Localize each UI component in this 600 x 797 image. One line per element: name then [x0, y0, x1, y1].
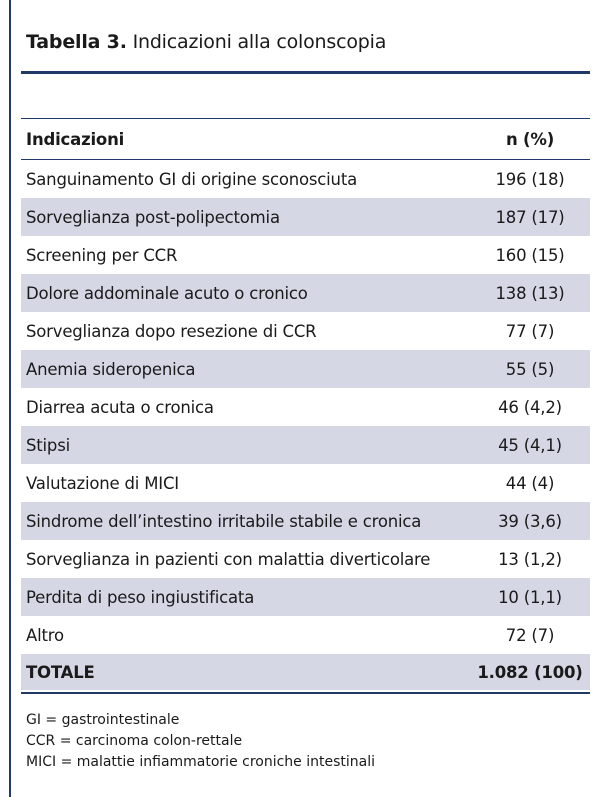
table-row: [21, 312, 590, 350]
table-row: [21, 350, 590, 388]
row-label: Diarrea acuta o cronica: [26, 397, 214, 417]
row-value: 44 (4): [505, 473, 555, 493]
row-value: 10 (1,1): [498, 587, 562, 607]
table-total-row: [21, 654, 590, 690]
row-label: Sorveglianza post-polipectomia: [26, 207, 280, 227]
left-border-rule: [9, 0, 11, 797]
row-value: 77 (7): [505, 321, 555, 341]
row-label: Dolore addominale acuto o cronico: [26, 283, 308, 303]
footnote: CCR = carcinoma colon-rettale: [26, 733, 243, 749]
row-value: 160 (15): [495, 245, 565, 265]
row-label: Sindrome dell’intestino irritabile stabile e cronica: [26, 511, 422, 531]
row-value: 13 (1,2): [498, 549, 562, 569]
row-value: 196 (18): [495, 169, 565, 189]
row-value: 46 (4,2): [498, 397, 562, 417]
table-row: [21, 502, 590, 540]
table-bottom-rule: [21, 692, 590, 694]
footnote: GI = gastrointestinale: [26, 712, 180, 728]
row-value: 138 (13): [495, 283, 565, 303]
footnotes: [26, 710, 375, 773]
table-row: [21, 160, 590, 198]
caption-divider: [21, 71, 590, 74]
table-row: [21, 616, 590, 654]
row-label: Stipsi: [26, 435, 70, 455]
header-n-percent: n (%): [505, 129, 555, 149]
table-row: [21, 540, 590, 578]
table-row: [21, 274, 590, 312]
row-value: 187 (17): [495, 207, 565, 227]
row-label: Perdita di peso ingiustificata: [26, 587, 255, 607]
row-value: 72 (7): [505, 625, 555, 645]
row-value: 45 (4,1): [498, 435, 562, 455]
table-caption: [26, 31, 386, 53]
indications-table: [21, 119, 590, 690]
total-label: TOTALE: [26, 662, 95, 682]
table-header-row: [21, 119, 590, 160]
header-indicazioni: Indicazioni: [26, 129, 125, 149]
row-value: 39 (3,6): [498, 511, 562, 531]
row-value: 55 (5): [505, 359, 555, 379]
row-label: Anemia sideropenica: [26, 359, 196, 379]
table-row: [21, 464, 590, 502]
row-label: Altro: [26, 625, 64, 645]
caption-label: Tabella 3.: [26, 31, 127, 53]
table-row: [21, 578, 590, 616]
table-row: [21, 388, 590, 426]
row-label: Sorveglianza in pazienti con malattia diverticolare: [26, 549, 431, 569]
row-label: Sanguinamento GI di origine sconosciuta: [26, 169, 357, 189]
table-row: [21, 426, 590, 464]
row-label: Sorveglianza dopo resezione di CCR: [26, 321, 317, 341]
table-row: [21, 198, 590, 236]
footnote: MICI = malattie infiammatorie croniche intestinali: [26, 754, 376, 770]
caption-title: Indicazioni alla colonscopia: [126, 31, 387, 53]
total-value: 1.082 (100): [477, 662, 583, 682]
row-label: Screening per CCR: [26, 245, 178, 265]
row-label: Valutazione di MICI: [26, 473, 179, 493]
table-row: [21, 236, 590, 274]
